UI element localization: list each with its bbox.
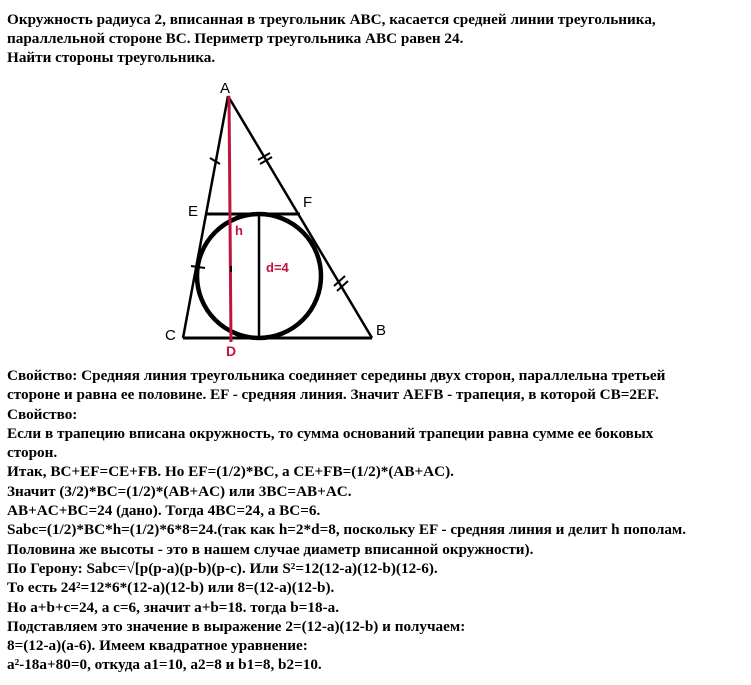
vertex-b-label: B — [376, 322, 387, 339]
solution-line: Свойство: Средняя линия треугольника соединяет середины двух сторон, параллельна третьей — [7, 367, 666, 384]
point-d-label: D — [226, 343, 237, 359]
solution-line: a²-18a+80=0, откуда a1=10, a2=8 и b1=8, b2=10. — [7, 656, 322, 674]
solution-line: Половина же высоты - это в нашем случае диаметр вписанной окружности). — [7, 540, 534, 558]
solution-line: сторон. — [7, 444, 58, 462]
solution-line: Если в трапецию вписана окружность, то сумма оснований трапеции равна сумме ее боковых — [7, 424, 654, 442]
vertex-a-label: A — [220, 80, 231, 97]
point-e-label: E — [188, 203, 199, 220]
solution-line: По Герону: Sabc=√[p(p-a)(p-b)(p-c). Или S²=12(12-a)(12-b)(12-6). — [7, 559, 438, 577]
solution-line: То есть 24²=12*6*(12-a)(12-b) или 8=(12-a)(12-b). — [7, 579, 335, 597]
height-label: h — [235, 223, 243, 238]
solution-text — [7, 366, 747, 675]
solution-line: Но a+b+c=24, а c=6, значит a+b=18. тогда b=18-a. — [7, 598, 340, 616]
tick-ac-lower — [191, 266, 205, 268]
problem-line-1: Окружность радиуса 2, вписанная в треугольник ABC, касается средней линии треугольника, — [7, 11, 656, 28]
height-line — [229, 96, 231, 342]
solution-line: стороне и равна ее половине. EF - средняя линия. Значит AEFB - трапеция, в которой CB=2EF. — [7, 386, 659, 404]
solution-line: Свойство: — [7, 405, 78, 423]
solution-line: Значит (3/2)*BC=(1/2)*(AB+AC) или 3BC=AB+AC. — [7, 482, 352, 500]
vertex-c-label: C — [165, 327, 176, 344]
problem-line-2: параллельной стороне BC. Периметр треугольника ABC равен 24. — [7, 30, 464, 47]
problem-line-3: Найти стороны треугольника. — [7, 49, 216, 66]
point-f-label: F — [303, 194, 313, 211]
solution-line: Подставляем это значение в выражение 2=(12-a)(12-b) и получаем: — [7, 617, 466, 635]
solution-line: 8=(12-a)(a-6). Имеем квадратное уравнение: — [7, 637, 308, 655]
solution-line: Итак, BC+EF=CE+FB. Но EF=(1/2)*BC, а CE+FB=(1/2)*(AB+AC). — [7, 463, 454, 481]
side-ab — [228, 96, 372, 338]
solution-line: AB+AC+BC=24 (дано). Тогда 4BC=24, а BC=6. — [7, 502, 321, 520]
solution-line: Sabc=(1/2)*BC*h=(1/2)*6*8=24.(так как h=2*d=8, поскольку EF - средняя линия и делит h пополам. — [7, 521, 687, 539]
diameter-label: d=4 — [266, 260, 289, 275]
